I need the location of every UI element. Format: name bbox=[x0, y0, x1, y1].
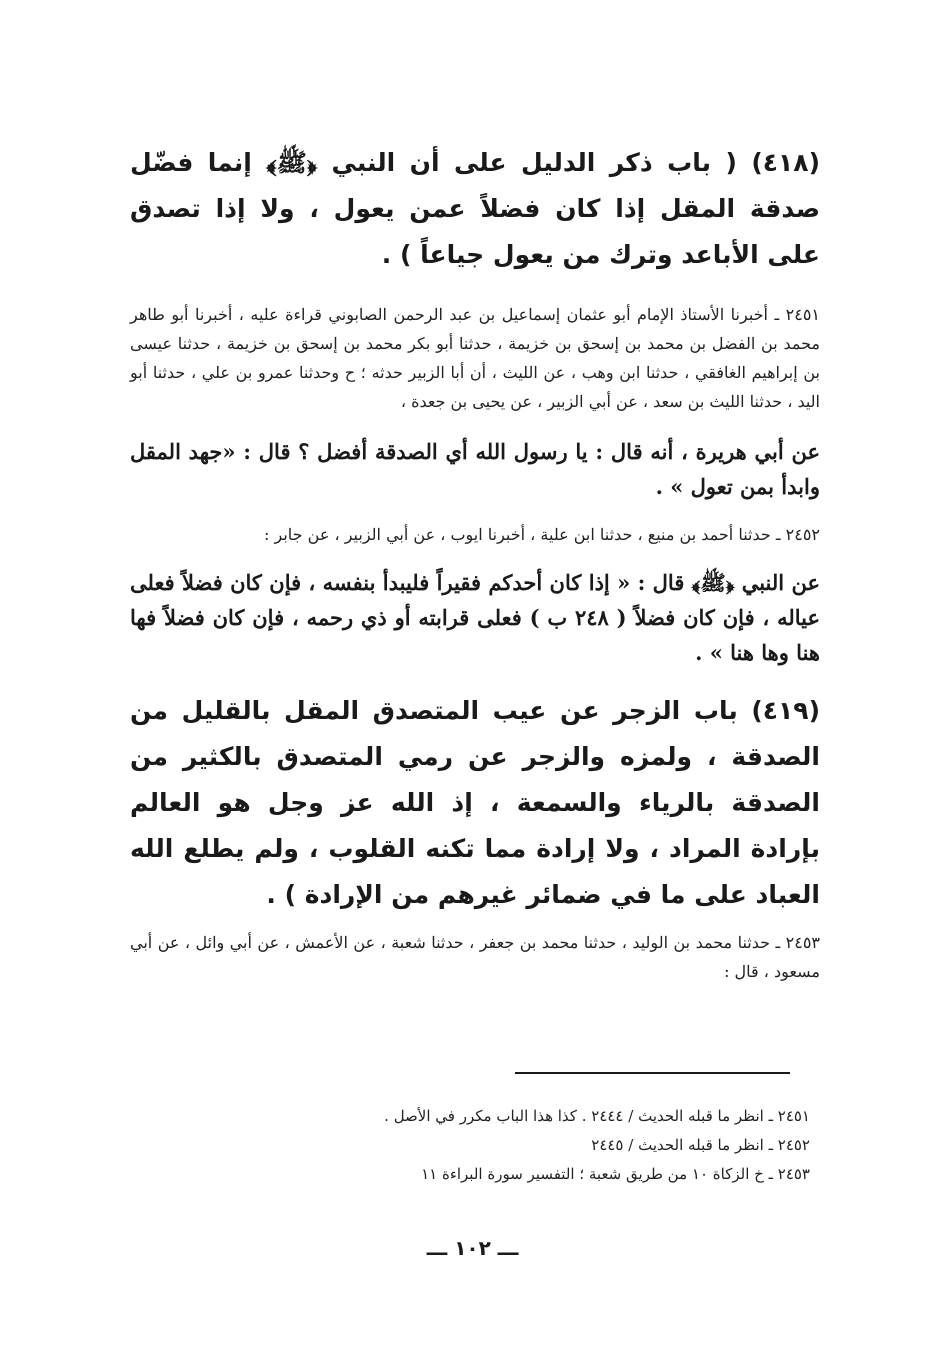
hadith-2451-matn: عن أبي هريرة ، أنه قال : يا رسول الله أي الصدقة أفضل ؟ قال : «جهد المقل وابدأ بمن تعول » . bbox=[130, 439, 820, 499]
footnote-2453: ٢٤٥٣ ـ خ الزكاة ١٠ من طريق شعبة ؛ التفسير سورة البراءة ١١ bbox=[421, 1165, 810, 1183]
footnote-2452: ٢٤٥٢ ـ انظر ما قبله الحديث / ٢٤٤٥ bbox=[591, 1136, 810, 1154]
chapter-heading-418: (٤١٨) ( باب ذكر الدليل على أن النبي ﴿ﷺ﴾ إنما فضّل صدقة المقل إذا كان فضلاً عمن يعول ، ولا إذا تصدق على الأباعد وترك من يعول جياعاً ) . bbox=[130, 148, 820, 269]
page-body bbox=[130, 140, 820, 986]
page-number: ـــ ١٠٢ ـــ bbox=[426, 1236, 519, 1260]
hadith-2453-isnad: ٢٤٥٣ ـ حدثنا محمد بن الوليد ، حدثنا محمد بن جعفر ، حدثنا شعبة ، عن الأعمش ، عن أبي وائل ، عن أبي مسعود ، قال : bbox=[130, 933, 820, 981]
hadith-2452-matn: عن النبي ﴿ﷺ﴾ قال : « إذا كان أحدكم فقيراً فليبدأ بنفسه ، فإن كان فضلاً فعلى عياله ، فإن كان فضلاً ( ٢٤٨ ب ) فعلى قرابته أو ذي رحمه ، فإن كان فضلاً فها هنا وها هنا » . bbox=[130, 570, 820, 665]
footnote-separator-wrap bbox=[515, 1072, 790, 1074]
hadith-2451-isnad: ٢٤٥١ ـ أخبرنا الأستاذ الإمام أبو عثمان إسماعيل بن عبد الرحمن الصابوني قراءة عليه ، أخبرنا أبو طاهر محمد بن الفضل بن محمد بن إسحق بن خزيمة ، حدثنا أبو بكر محمد بن إسحق بن خزيمة ، حدثنا عيسى بن إبراهيم الغافقي ، حدثنا ابن وهب ، عن الليث ، أن أبا الزبير حدثه ؛ ح وحدثنا عمرو بن علي ، حدثنا أبو اليد ، حدثنا الليث بن سعد ، عن أبي الزبير ، عن يحيى بن جعدة ، bbox=[130, 305, 820, 411]
hadith-2452-isnad: ٢٤٥٢ ـ حدثنا أحمد بن منيع ، حدثنا ابن علية ، أخبرنا ايوب ، عن أبي الزبير ، عن جابر : bbox=[264, 525, 820, 544]
footnote-separator bbox=[515, 1072, 790, 1074]
footnote-2451: ٢٤٥١ ـ انظر ما قبله الحديث / ٢٤٤٤ . كذا هذا الباب مكرر في الأصل . bbox=[384, 1107, 810, 1125]
footnotes bbox=[280, 1102, 810, 1189]
chapter-heading-419: (٤١٩) باب الزجر عن عيب المتصدق المقل بالقليل من الصدقة ، ولمزه والزجر عن رمي المتصدق بالكثير من الصدقة بالرياء والسمعة ، إذ الله عز وجل هو العالم بإرادة المراد ، ولا إرادة مما تكنه القلوب ، ولم يطلع الله العباد على ما في ضمائر غيرهم من الإرادة ) . bbox=[130, 696, 820, 909]
